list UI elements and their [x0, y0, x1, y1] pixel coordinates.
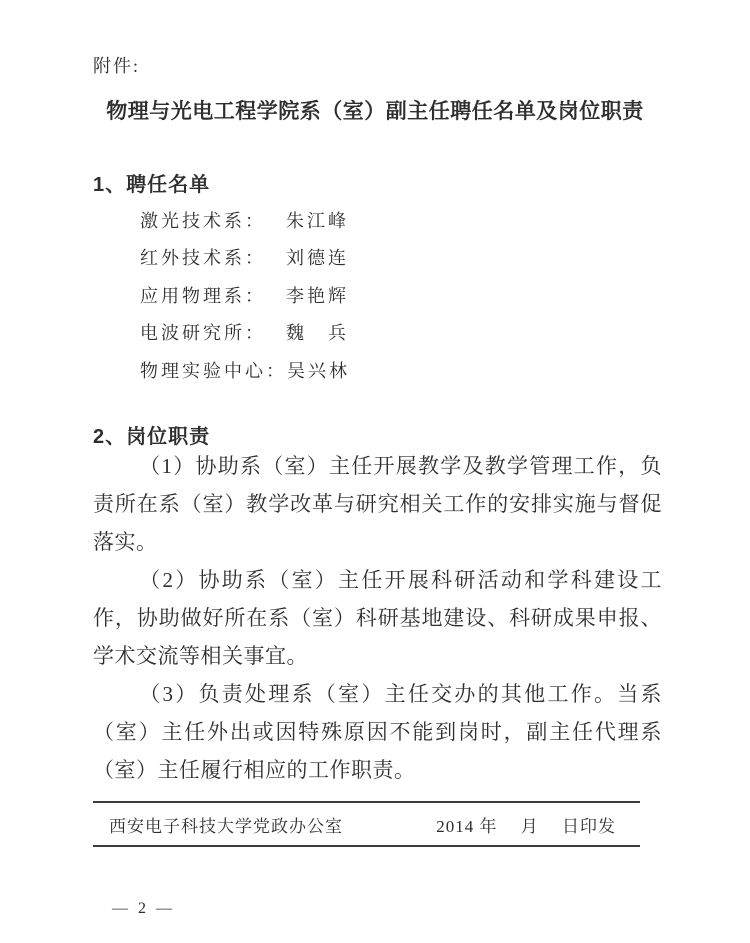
section2-heading: 2、岗位职责 [93, 426, 211, 448]
duty-paragraph-2: （2）协助系（室）主任开展科研活动和学科建设工作，协助做好所在系（室）科研基地建设、科研成果申报、学术交流等相关事宜。 [93, 568, 662, 668]
department-label: 电波研究所： [140, 323, 266, 344]
appointee-name: 刘德连 [286, 248, 349, 269]
section1-heading: 1、聘任名单 [93, 174, 211, 196]
print-date: 2014 年 月 日印发 [436, 816, 616, 836]
appointment-row [140, 351, 350, 389]
appointment-row [140, 314, 350, 352]
department-label: 物理实验中心： [140, 360, 287, 381]
department-label: 应用物理系： [140, 285, 266, 306]
attachment-label: 附件: [93, 56, 141, 76]
appointee-name: 魏 兵 [286, 323, 349, 344]
appointment-row [140, 201, 350, 239]
department-label: 红外技术系： [140, 248, 266, 269]
appointment-row [140, 239, 350, 277]
department-label: 激光技术系： [140, 210, 266, 231]
appointment-list [140, 201, 350, 389]
appointee-name: 吴兴林 [287, 360, 350, 381]
duties-text [93, 447, 662, 789]
appointment-row [140, 276, 350, 314]
document-title: 物理与光电工程学院系（室）副主任聘任名单及岗位职责 [106, 100, 644, 123]
duty-paragraph-1: （1）协助系（室）主任开展教学及教学管理工作，负责所在系（室）教学改革与研究相关工作的安排实施与督促落实。 [93, 454, 662, 554]
duty-paragraph-3: （3）负责处理系（室）主任交办的其他工作。当系（室）主任外出或因特殊原因不能到岗时，副主任代理系（室）主任履行相应的工作职责。 [93, 682, 662, 782]
colophon [93, 801, 640, 847]
page-number: — 2 — [112, 900, 175, 917]
issuer-office: 西安电子科技大学党政办公室 [109, 816, 343, 836]
appointee-name: 李艳辉 [286, 285, 349, 306]
appointee-name: 朱江峰 [286, 210, 349, 231]
